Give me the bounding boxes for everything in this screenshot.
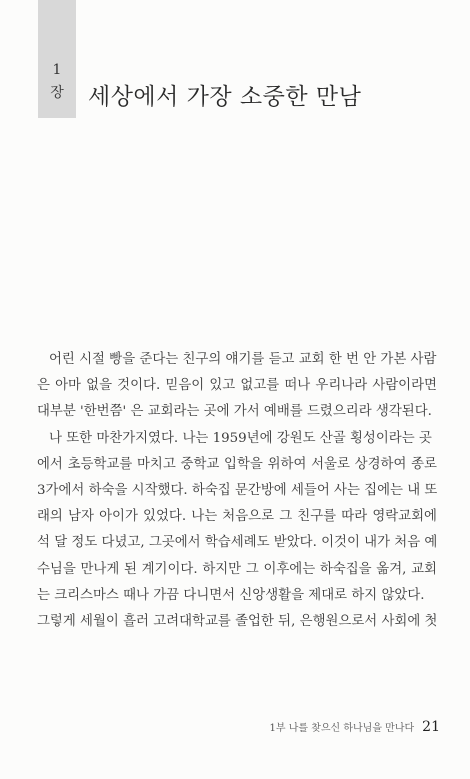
body-line: 대부분 '한번쯤' 은 교회라는 곳에 가서 예배를 드렸으리라 생각된다. (37, 404, 432, 420)
chapter-label: 장 (50, 85, 64, 101)
chapter-title: 세상에서 가장 소중한 만남 (88, 84, 362, 110)
body-line: 래의 남자 아이가 있었다. 나는 처음으로 그 친구를 따라 영락교회에 (37, 509, 437, 525)
body-line: 에서 초등학교를 마치고 중학교 입학을 위하여 서울로 상경하여 종로 (37, 456, 437, 472)
running-title: 1부 나를 찾으신 하나님을 만나다 (269, 723, 415, 734)
body-line: 나 또한 마찬가지였다. 나는 1959년에 강원도 산골 횡성이라는 곳 (49, 430, 432, 446)
body-line: 3가에서 하숙을 시작했다. 하숙집 문간방에 세들어 사는 집에는 내 또 (37, 482, 437, 498)
body-line: 그렇게 세월이 흘러 고려대학교를 졸업한 뒤, 은행원으로서 사회에 첫 (37, 613, 437, 629)
chapter-number: 1 (52, 62, 62, 78)
page-number: 21 (422, 719, 440, 735)
page-footer (270, 719, 441, 735)
body-line: 는 크리스마스 때나 가끔 다니면서 신앙생활을 제대로 하지 않았다. (37, 587, 425, 603)
body-line: 어린 시절 빵을 준다는 친구의 얘기를 듣고 교회 한 번 안 가본 사람 (49, 352, 437, 367)
body-line: 수님을 만나게 된 계기이다. 하지만 그 이후에는 하숙집을 옮겨, 교회 (37, 561, 437, 577)
body-line: 은 아마 없을 것이다. 믿음이 있고 없고를 떠나 우리나라 사람이라면 (37, 378, 437, 394)
chapter-tab (38, 0, 76, 118)
body-line: 석 달 정도 다녔고, 그곳에서 학습세례도 받았다. 이것이 내가 처음 예 (37, 535, 437, 551)
body-text (37, 347, 437, 635)
